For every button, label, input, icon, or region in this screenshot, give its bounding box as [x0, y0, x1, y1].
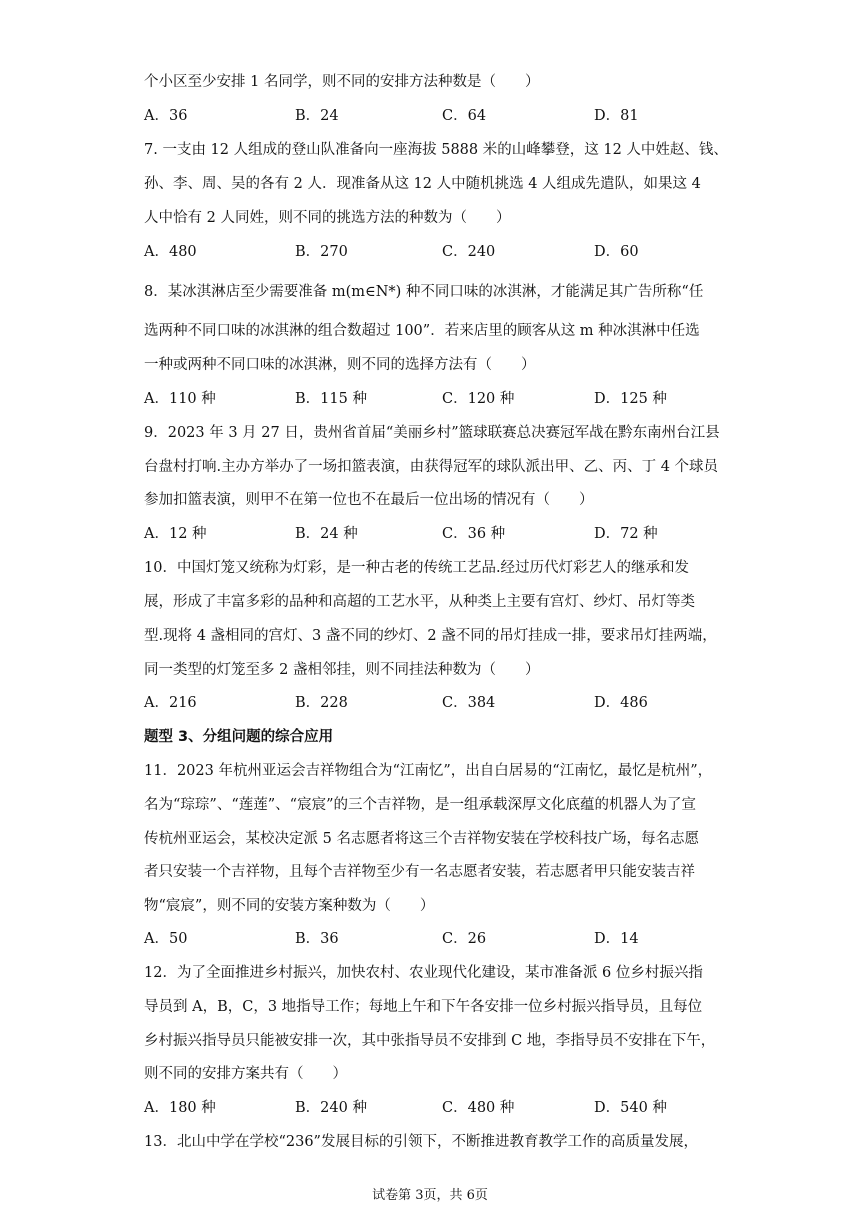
question-6-line-2: 个小区至少安排 1 名同学，则不同的安排方法种数是（ ） — [144, 74, 540, 90]
option-a: A．180 种 — [144, 1100, 216, 1116]
option-d: D．60 — [594, 244, 639, 260]
option-a: A．36 — [144, 108, 188, 124]
question-9-line-3: 参加扣篮表演，则甲不在第一位也不在最后一位出场的情况有（ ） — [144, 492, 594, 508]
option-c: C．64 — [442, 108, 487, 124]
option-d: D．540 种 — [594, 1100, 667, 1116]
section-heading: 题型 3、分组问题的综合应用 — [144, 729, 334, 745]
option-c: C．36 种 — [442, 526, 506, 542]
option-a: A．110 种 — [144, 391, 216, 407]
question-8-line-3: 一种或两种不同口味的冰淇淋，则不同的选择方法有（ ） — [144, 357, 536, 373]
question-8-line-1: 8．某冰淇淋店至少需要准备 m(m∈N*) 种不同口味的冰淇淋，才能满足其广告所称“任 — [144, 284, 704, 300]
question-9-line-2: 台盘村打响.主办方举办了一场扣篮表演，由获得冠军的球队派出甲、乙、丙、丁 4 个球员 — [144, 459, 719, 475]
option-a: A．50 — [144, 931, 188, 947]
question-7-line-2: 孙、李、周、吴的各有 2 人．现准备从这 12 人中随机挑选 4 人组成先遣队，如果这 4 — [144, 176, 701, 192]
question-12-line-1: 12．为了全面推进乡村振兴，加快农村、农业现代化建设，某市准备派 6 位乡村振兴指 — [144, 965, 703, 981]
option-b: B．228 — [295, 695, 348, 711]
question-11-line-1: 11．2023 年杭州亚运会吉祥物组合为“江南忆”，出自白居易的“江南忆，最忆是杭州”， — [144, 763, 713, 779]
question-8-options — [144, 389, 764, 409]
option-c: C．26 — [442, 931, 487, 947]
question-10-line-3: 型.现将 4 盏相同的宫灯、3 盏不同的纱灯、2 盏不同的吊灯挂成一排，要求吊灯挂两端， — [144, 628, 717, 644]
question-11-options — [144, 929, 764, 949]
option-a: A．216 — [144, 695, 197, 711]
option-b: B．24 种 — [295, 526, 358, 542]
question-10-line-4: 同一类型的灯笼至多 2 盏相邻挂，则不同挂法种数为（ ） — [144, 662, 540, 678]
option-d: D．81 — [594, 108, 639, 124]
question-7-line-3: 人中恰有 2 人同姓，则不同的挑选方法的种数为（ ） — [144, 210, 511, 226]
option-b: B．24 — [295, 108, 339, 124]
question-9-options — [144, 524, 764, 544]
page-footer: 试卷第 3页，共 6页 — [372, 1188, 488, 1203]
option-c: C．120 种 — [442, 391, 515, 407]
option-a: A．480 — [144, 244, 197, 260]
question-13-line-1: 13．北山中学在学校“236”发展目标的引领下，不断推进教育教学工作的高质量发展， — [144, 1134, 698, 1150]
option-c: C．480 种 — [442, 1100, 515, 1116]
question-10-options — [144, 693, 764, 713]
question-12-line-4: 则不同的安排方案共有（ ） — [144, 1066, 347, 1082]
question-6-options — [144, 106, 764, 126]
question-12-line-2: 导员到 A，B，C，3 地指导工作；每地上午和下午各安排一位乡村振兴指导员，且每位 — [144, 999, 703, 1015]
option-c: C．240 — [442, 244, 496, 260]
option-b: B．240 种 — [295, 1100, 367, 1116]
option-b: B．270 — [295, 244, 348, 260]
option-d: D．14 — [594, 931, 639, 947]
question-8-line-2: 选两种不同口味的冰淇淋的组合数超过 100”．若来店里的顾客从这 m 种冰淇淋中任选 — [144, 323, 700, 339]
option-a: A．12 种 — [144, 526, 207, 542]
question-7-options — [144, 242, 764, 262]
question-9-line-1: 9．2023 年 3 月 27 日，贵州省首届“美丽乡村”篮球联赛总决赛冠军战在黔东南州台江县 — [144, 425, 720, 441]
question-12-options — [144, 1098, 764, 1118]
option-d: D．72 种 — [594, 526, 658, 542]
option-b: B．115 种 — [295, 391, 367, 407]
question-11-line-4: 者只安装一个吉祥物，且每个吉祥物至少有一名志愿者安装，若志愿者甲只能安装吉祥 — [144, 864, 695, 880]
question-11-line-5: 物“宸宸”，则不同的安装方案种数为（ ） — [144, 898, 435, 914]
option-d: D．125 种 — [594, 391, 667, 407]
option-b: B．36 — [295, 931, 339, 947]
question-11-line-3: 传杭州亚运会，某校决定派 5 名志愿者将这三个吉祥物安装在学校科技广场，每名志愿 — [144, 831, 699, 847]
option-d: D．486 — [594, 695, 648, 711]
question-7-line-1: 7. 一支由 12 人组成的登山队准备向一座海拔 5888 米的山峰攀登，这 12 人中姓赵、钱、 — [144, 142, 728, 158]
question-12-line-3: 乡村振兴指导员只能被安排一次，其中张指导员不安排到 C 地，李指导员不安排在下午， — [144, 1033, 716, 1049]
question-10-line-1: 10．中国灯笼又统称为灯彩，是一种古老的传统工艺品.经过历代灯彩艺人的继承和发 — [144, 560, 690, 576]
option-c: C．384 — [442, 695, 496, 711]
question-10-line-2: 展，形成了丰富多彩的品种和高超的工艺水平，从种类上主要有宫灯、纱灯、吊灯等类 — [144, 594, 695, 610]
question-11-line-2: 名为“琮琮”、“莲莲”、“宸宸”的三个吉祥物，是一组承载深厚文化底蕴的机器人为了宣 — [144, 797, 696, 813]
